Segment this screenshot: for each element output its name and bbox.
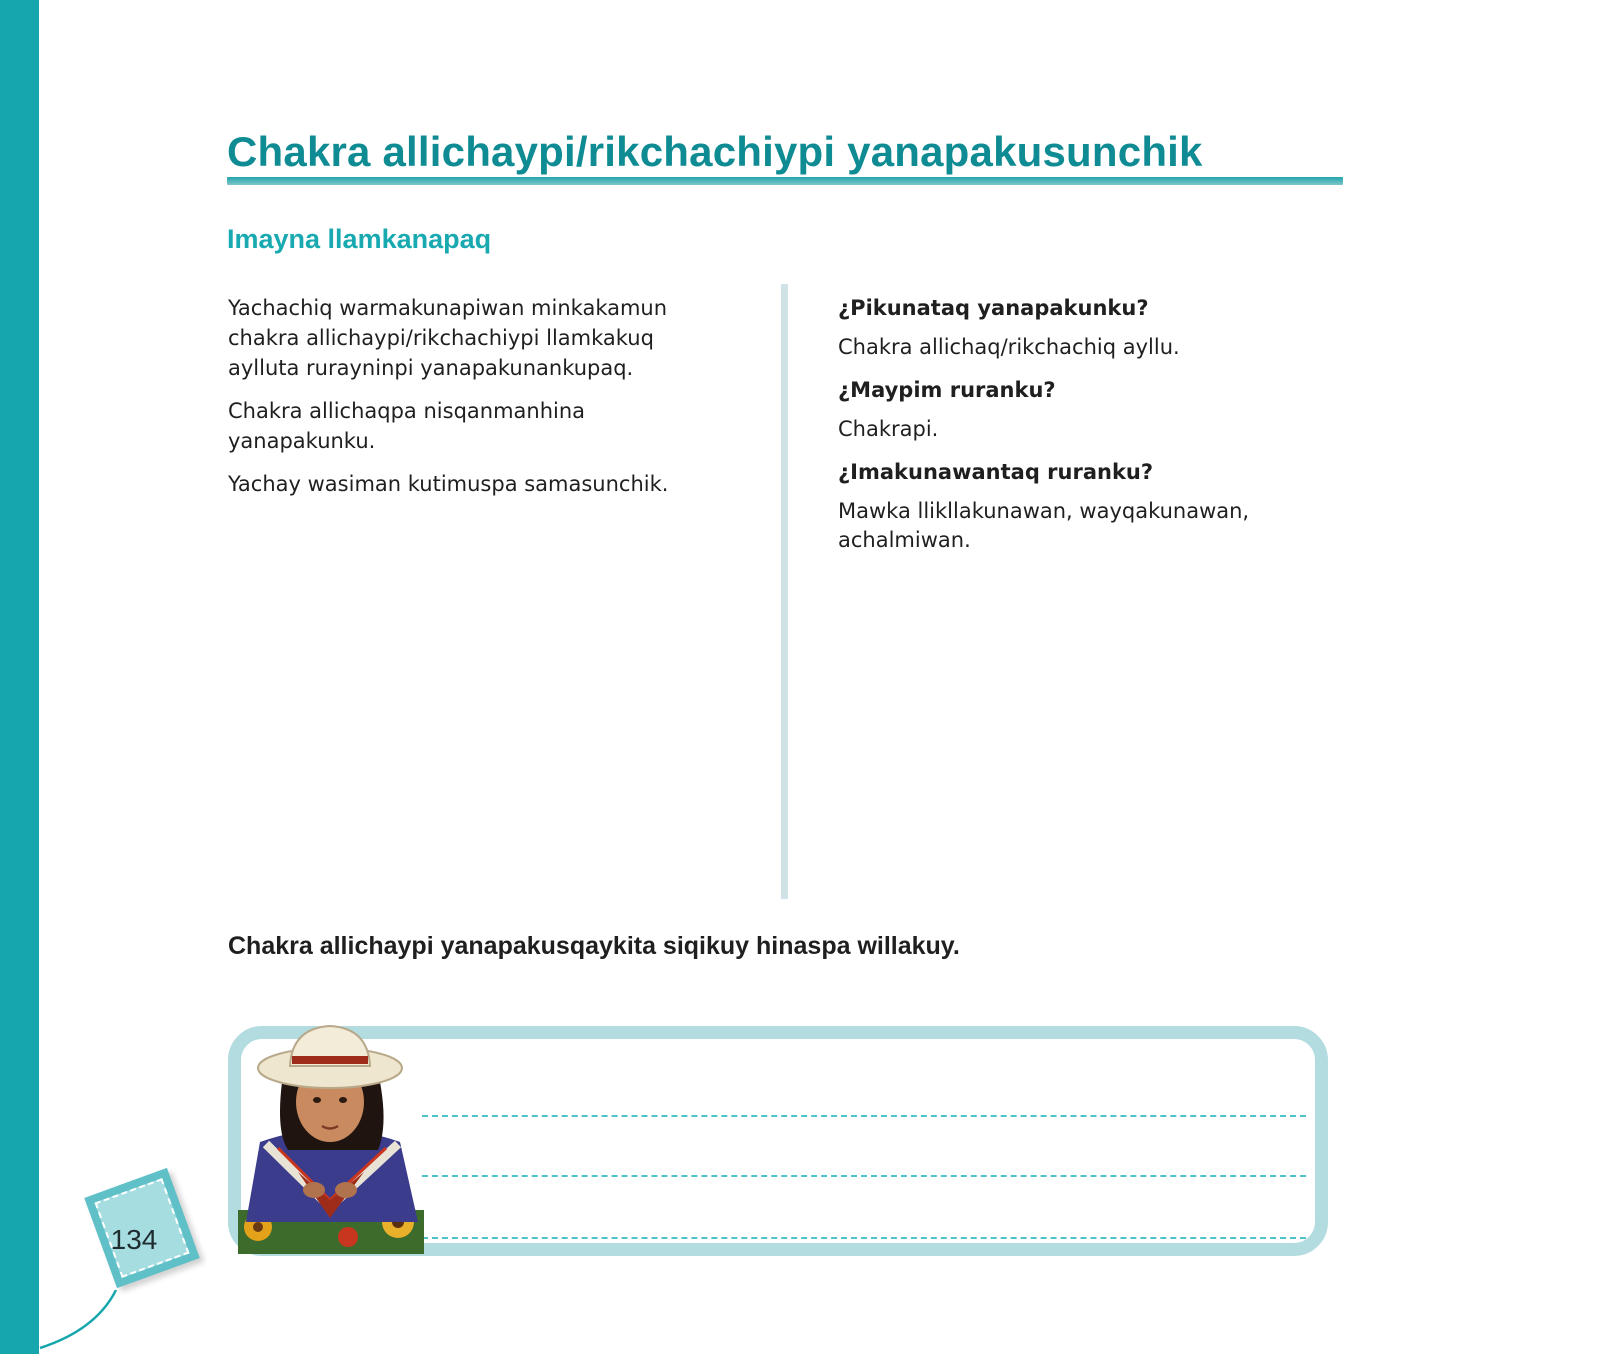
writing-line[interactable] bbox=[422, 1115, 1306, 1117]
instruction-paragraph: Yachachiq warmakunapiwan minkakamun chakra allichaypi/rikchachiypi llamkakuq aylluta rurayninpi yanapakunankupaq. bbox=[228, 296, 668, 380]
questions-column bbox=[838, 294, 1308, 569]
column-divider bbox=[781, 284, 788, 899]
title-underline bbox=[227, 177, 1343, 185]
left-margin-band bbox=[0, 0, 39, 1354]
tag-string bbox=[36, 1290, 126, 1354]
drawing-instruction: Chakra allichaypi yanapakusqaykita siqikuy hinaspa willakuy. bbox=[228, 932, 960, 960]
writing-line[interactable] bbox=[422, 1175, 1306, 1177]
question-text: ¿Maypim ruranku? bbox=[838, 378, 1056, 402]
girl-illustration bbox=[238, 1022, 424, 1254]
question-text: ¿Imakunawantaq ruranku? bbox=[838, 460, 1154, 484]
page-title: Chakra allichaypi/rikchachiypi yanapakusunchik bbox=[227, 128, 1203, 175]
section-subtitle: Imayna llamkanapaq bbox=[227, 224, 492, 254]
page-number: 134 bbox=[110, 1224, 158, 1255]
answer-text: Chakra allichaq/rikchachiq ayllu. bbox=[838, 335, 1180, 359]
instructions-column bbox=[228, 293, 708, 512]
writing-line[interactable] bbox=[422, 1237, 1306, 1239]
answer-text: Chakrapi. bbox=[838, 417, 939, 441]
question-text: ¿Pikunataq yanapakunku? bbox=[838, 296, 1149, 320]
answer-text: Mawka llikllakunawan, wayqakunawan, achalmiwan. bbox=[838, 499, 1250, 552]
instruction-paragraph: Chakra allichaqpa nisqanmanhina yanapakunku. bbox=[228, 399, 586, 453]
instruction-paragraph: Yachay wasiman kutimuspa samasunchik. bbox=[228, 472, 669, 496]
